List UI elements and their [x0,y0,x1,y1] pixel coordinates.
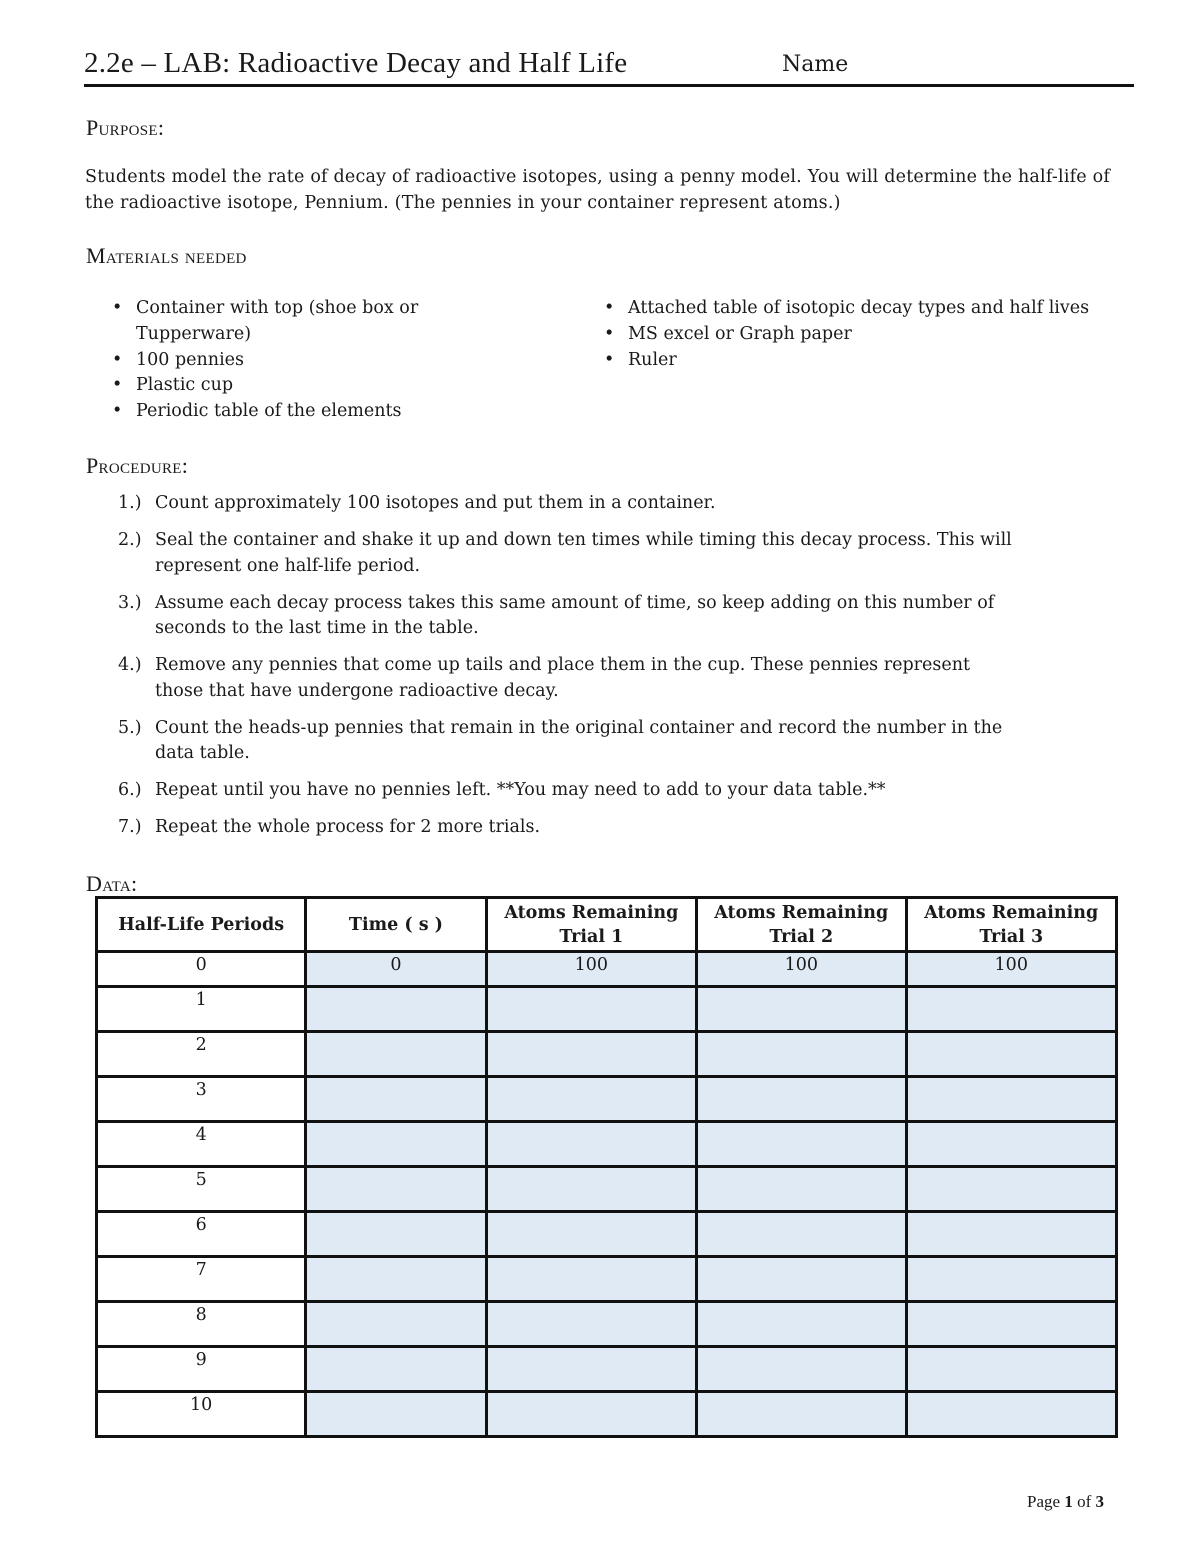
half-life-period-cell: 7 [97,1257,306,1302]
entry-cell[interactable] [697,1347,906,1392]
table-row [97,1077,1117,1122]
table-row [97,1167,1117,1212]
half-life-period-cell: 10 [97,1392,306,1437]
header-line: Atoms Remaining [924,902,1099,923]
entry-cell[interactable] [906,1167,1117,1212]
entry-cell[interactable] [906,1077,1117,1122]
current-page: 1 [1064,1492,1073,1511]
header-line: Atoms Remaining [714,902,889,923]
step-number: 2.) [118,530,142,550]
data-heading: Data: [86,871,138,896]
procedure-step [112,716,1012,767]
header-line: Time ( s ) [348,914,443,935]
table-cell: 100 [486,952,696,987]
procedure-step [112,778,1012,804]
entry-cell[interactable] [906,1122,1117,1167]
entry-cell[interactable] [697,1212,906,1257]
entry-cell[interactable] [306,1077,486,1122]
page-number [1027,1491,1104,1513]
header-line: Trial 3 [979,926,1044,947]
page-title: 2.2e – LAB: Radioactive Decay and Half Life [84,47,628,79]
data-table [95,896,1118,1438]
entry-cell[interactable] [486,1032,696,1077]
purpose-heading: Purpose: [86,115,165,140]
entry-cell[interactable] [306,1212,486,1257]
step-number: 7.) [118,817,142,837]
half-life-period-cell: 3 [97,1077,306,1122]
step-text: Remove any pennies that come up tails and place them in the cup. These pennies represent those that have undergone radioactive decay. [155,655,971,701]
material-item: • Container with top (shoe box or Tupperware) [108,296,468,348]
table-row [97,952,1117,987]
entry-cell[interactable] [906,1392,1117,1437]
step-text: Repeat the whole process for 2 more trials. [155,817,541,837]
entry-cell[interactable] [906,1257,1117,1302]
page-word: Page [1027,1492,1061,1511]
material-item: • Periodic table of the elements [108,399,468,425]
entry-cell[interactable] [486,1167,696,1212]
material-item: • 100 pennies [108,348,468,374]
materials-heading: Materials needed [86,243,247,268]
header-line: Atoms Remaining [504,902,679,923]
entry-cell[interactable] [306,1032,486,1077]
entry-cell[interactable] [697,987,906,1032]
table-cell: 100 [906,952,1117,987]
half-life-period-cell: 9 [97,1347,306,1392]
header-half-life-periods [97,898,306,952]
half-life-period-cell: 0 [97,952,306,987]
entry-cell[interactable] [306,987,486,1032]
table-cell: 0 [306,952,486,987]
material-item: • Ruler [600,348,1120,374]
entry-cell[interactable] [486,1077,696,1122]
entry-cell[interactable] [906,987,1117,1032]
header-line: Half-Life Periods [118,914,285,935]
entry-cell[interactable] [697,1392,906,1437]
procedure-step [112,491,1012,517]
material-item: • MS excel or Graph paper [600,322,1120,348]
header-trial-3 [906,898,1117,952]
entry-cell[interactable] [906,1347,1117,1392]
title-bar [84,44,1134,87]
entry-cell[interactable] [486,1347,696,1392]
entry-cell[interactable] [306,1122,486,1167]
step-text: Assume each decay process takes this same amount of time, so keep adding on this number of seconds to the last time in the table. [155,592,995,638]
step-number: 3.) [118,592,142,613]
step-text: Count approximately 100 isotopes and put them in a container. [155,493,716,513]
entry-cell[interactable] [306,1257,486,1302]
table-row [97,1212,1117,1257]
procedure-steps [112,491,1012,852]
entry-cell[interactable] [697,1257,906,1302]
entry-cell[interactable] [486,1122,696,1167]
half-life-period-cell: 6 [97,1212,306,1257]
table-row [97,1257,1117,1302]
entry-cell[interactable] [306,1392,486,1437]
entry-cell[interactable] [486,1302,696,1347]
entry-cell[interactable] [906,1032,1117,1077]
purpose-text: Students model the rate of decay of radioactive isotopes, using a penny model. You will determine the half-life of the radioactive isotope, Pennium. (The pennies in your container represent atoms.) [85,167,1111,213]
table-row [97,1032,1117,1077]
material-item: • Attached table of isotopic decay types and half lives [600,296,1120,322]
table-row [97,1122,1117,1167]
procedure-step [112,815,1012,841]
entry-cell[interactable] [906,1212,1117,1257]
of-word: of [1077,1492,1092,1511]
header-line: Trial 1 [559,926,624,947]
material-item: • Plastic cup [108,373,468,399]
entry-cell[interactable] [697,1302,906,1347]
entry-cell[interactable] [306,1302,486,1347]
step-text: Count the heads-up pennies that remain in the original container and record the number in the data table. [155,717,1003,763]
half-life-period-cell: 8 [97,1302,306,1347]
entry-cell[interactable] [697,1077,906,1122]
name-label: Name [782,52,849,77]
table-row [97,1347,1117,1392]
entry-cell[interactable] [306,1347,486,1392]
half-life-period-cell: 5 [97,1167,306,1212]
step-number: 6.) [118,780,142,800]
table-cell: 100 [697,952,906,987]
materials-right-column [600,296,1120,373]
table-header-row [97,898,1117,952]
header-trial-1 [486,898,696,952]
half-life-period-cell: 4 [97,1122,306,1167]
materials-left-column [108,296,468,425]
entry-cell[interactable] [697,1167,906,1212]
table-row [97,1302,1117,1347]
procedure-step [112,653,1012,704]
entry-cell[interactable] [486,987,696,1032]
step-text: Seal the container and shake it up and down ten times while timing this decay process. This will represent one half-life period. [155,530,1012,576]
header-line: Trial 2 [769,926,834,947]
entry-cell[interactable] [486,1212,696,1257]
procedure-step [112,528,1012,579]
step-text: Repeat until you have no pennies left. **You may need to add to your data table.** [155,780,886,800]
procedure-step [112,591,1012,642]
entry-cell[interactable] [306,1167,486,1212]
entry-cell[interactable] [697,1032,906,1077]
materials-list [108,296,1128,436]
entry-cell[interactable] [906,1302,1117,1347]
entry-cell[interactable] [697,1122,906,1167]
procedure-heading: Procedure: [86,453,189,478]
step-number: 4.) [118,655,142,675]
step-number: 5.) [118,717,142,738]
total-pages: 3 [1095,1492,1104,1511]
entry-cell[interactable] [486,1257,696,1302]
header-time [306,898,486,952]
table-row [97,987,1117,1032]
half-life-period-cell: 1 [97,987,306,1032]
entry-cell[interactable] [486,1392,696,1437]
header-trial-2 [697,898,906,952]
half-life-period-cell: 2 [97,1032,306,1077]
step-number: 1.) [118,493,142,513]
table-row [97,1392,1117,1437]
